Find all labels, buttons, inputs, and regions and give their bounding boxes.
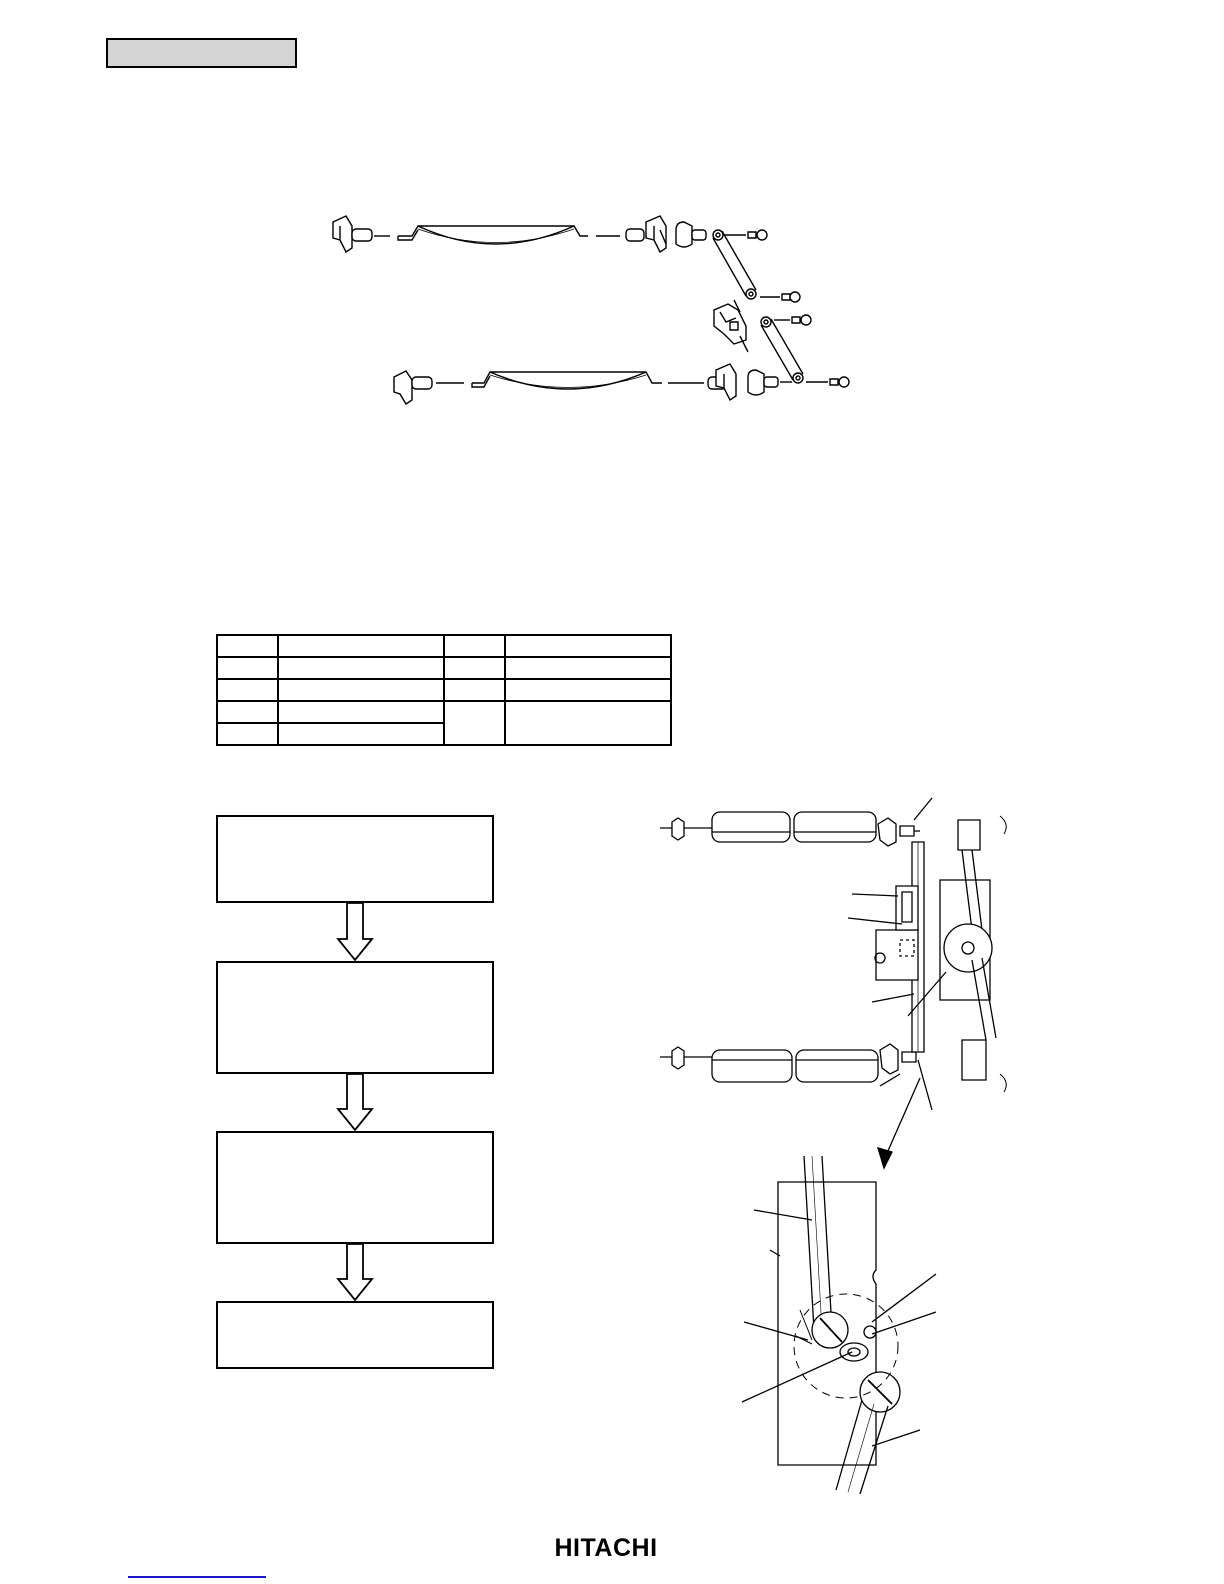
upper-link-arm: [713, 230, 756, 299]
table-cell: [217, 723, 278, 745]
table-cell: [217, 679, 278, 701]
flow-step-4: [216, 1301, 494, 1369]
table-cell: [444, 657, 505, 679]
top-louver: [660, 812, 920, 846]
table-cell: [217, 657, 278, 679]
lower-louver-blade: [472, 372, 704, 389]
middle-screw: [774, 315, 811, 325]
center-link-bracket: [714, 300, 748, 352]
table-cell: [444, 635, 505, 657]
table-cell: [505, 657, 671, 679]
parts-table: [216, 634, 672, 746]
side-view: [940, 816, 1006, 1092]
hitachi-logo: HITACHI: [554, 1534, 658, 1562]
table-cell: [505, 679, 671, 701]
table-cell: [444, 679, 505, 701]
motor-plate: [875, 886, 918, 980]
flow-step-1: [216, 815, 494, 903]
table-cell: [278, 635, 444, 657]
section-header-tab: [106, 38, 297, 68]
table-cell: [217, 701, 278, 723]
table-cell: [505, 701, 671, 745]
upper-screw-2: [760, 292, 800, 302]
lower-bushing: [748, 370, 792, 395]
footer-link[interactable]: [128, 1576, 266, 1578]
down-arrow-icon: [337, 903, 373, 961]
upper-left-bracket: [333, 216, 390, 252]
upper-louver-blade: [398, 226, 620, 244]
flow-step-3: [216, 1131, 494, 1244]
lower-right-bracket: [708, 364, 736, 400]
table-cell: [278, 723, 444, 745]
lower-screw: [806, 377, 849, 387]
flow-step-2: [216, 961, 494, 1074]
upper-bushing: [676, 222, 706, 247]
link-detail-closeup: [740, 1140, 950, 1500]
table-cell: [278, 701, 444, 723]
down-arrow-icon: [337, 1074, 373, 1131]
louver-assembly-diagram: [655, 790, 1025, 1170]
table-cell: [217, 635, 278, 657]
down-arrow-icon: [337, 1244, 373, 1301]
lower-left-bracket: [394, 371, 464, 404]
upper-screw-1: [725, 230, 767, 240]
upper-right-bracket: [626, 216, 666, 252]
table-cell: [278, 679, 444, 701]
table-cell: [278, 657, 444, 679]
lower-link-arm: [761, 317, 803, 383]
table-cell: [505, 635, 671, 657]
louver-exploded-view: [320, 200, 870, 410]
bottom-louver: [660, 1044, 916, 1082]
table-cell: [444, 701, 505, 745]
